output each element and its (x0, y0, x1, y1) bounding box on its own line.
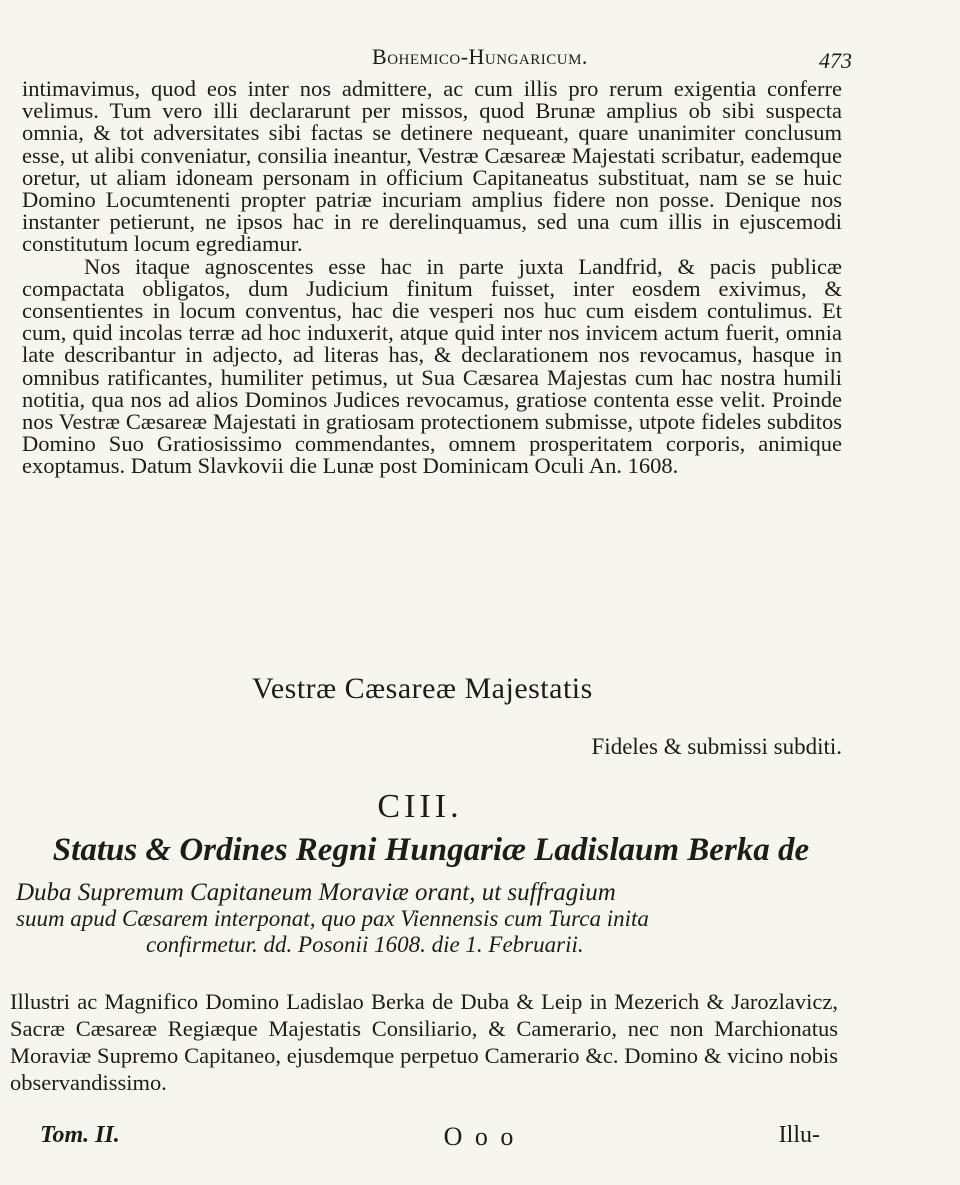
letter-address (10, 988, 838, 1096)
document-heading-line-3: suum apud Cæsarem interponat, quo pax Viennensis cum Turca inita (16, 906, 649, 931)
document-number: CIII. (377, 788, 463, 825)
address-text: Illustri ac Magnifico Domino Ladislao Berka de Duba & Leip in Mezerich & Jarozlavicz, Sacræ Cæsareæ Regiæque Majestatis Consiliario, & Camerario, nec non Marchionatus Moraviæ Supremo Capitaneo, ejusdemque perpetuo Camerario &c. Domino & vicino nobis observandissimo. (10, 989, 838, 1095)
closing-title: Vestræ Cæsareæ Majestatis (252, 672, 593, 705)
page-footer (0, 1122, 960, 1156)
body-paragraph-1: intimavimus, quod eos inter nos admittere, ac cum illis pro rerum exigentia conferre velimus. Tum vero illi declararunt per missos, quod Brunæ amplius ob sibi suspecta omnia, & tot adversitates sibi factas se detinere nequeant, quare unanimiter conclusum esse, ut alibi conveniatur, consilia ineantur, Vestræ Cæsareæ Majestati scribatur, eademque oretur, ut aliam idoneam personam in officium Capitaneatus substituat, nam se se huic Domino Locumtenenti propter patriæ incuriam amplius fidere non posse. Denique nos instanter petierunt, ne ipsos hac in re derelinquamus, sed una cum illis in ejuscemodi constitutum locum egrediamur. (22, 76, 842, 257)
document-heading-line-1: Status & Ordines Regni Hungariæ Ladislaum Berka de (52, 832, 810, 868)
running-head (0, 44, 960, 74)
letter-body (22, 78, 842, 478)
running-title: Bohemico-Hungaricum. (372, 44, 588, 69)
catchword: Illu- (778, 1122, 820, 1148)
document-summary (16, 880, 846, 958)
body-paragraph-2: Nos itaque agnoscentes esse hac in parte juxta Landfrid, & pacis publicæ compactata obligatos, dum Judicium finitum fuisset, inter eosdem exivimus, & consentientes in locum conventus, hac die vesperi nos huc cum eisdem contulimus. Et cum, quid incolas terræ ad hoc induxerit, atque quid inter nos invicem actum fuerit, omnia late describantur in adjecto, ad literas has, & declarationem nos revocamus, hasque in omnibus ratificantes, humiliter petimus, ut Sua Cæsarea Majestas cum hac nostra humili notitia, qua nos ad alios Dominos Judices revocamus, gratiose contenta esse velit. Proinde nos Vestræ Cæsareæ Majestati in gratiosam protectionem submisse, utpote fideles subditos Domino Suo Gratiosissimo commendantes, omnem prosperitatem corporis, animique exoptamus. Datum Slavkovii die Lunæ post Dominicam Oculi An. 1608. (22, 253, 842, 479)
document-heading-line-2: Duba Supremum Capitaneum Moraviæ orant, ut suffragium (16, 879, 616, 906)
gathering-mark: O o o (443, 1122, 517, 1151)
closing-signature: Fideles & submissi subditi. (591, 734, 842, 759)
page-number: 473 (819, 48, 852, 73)
document-heading-line-4: confirmetur. dd. Posonii 1608. die 1. Februarii. (146, 932, 584, 957)
volume-mark: Tom. II. (40, 1122, 120, 1148)
